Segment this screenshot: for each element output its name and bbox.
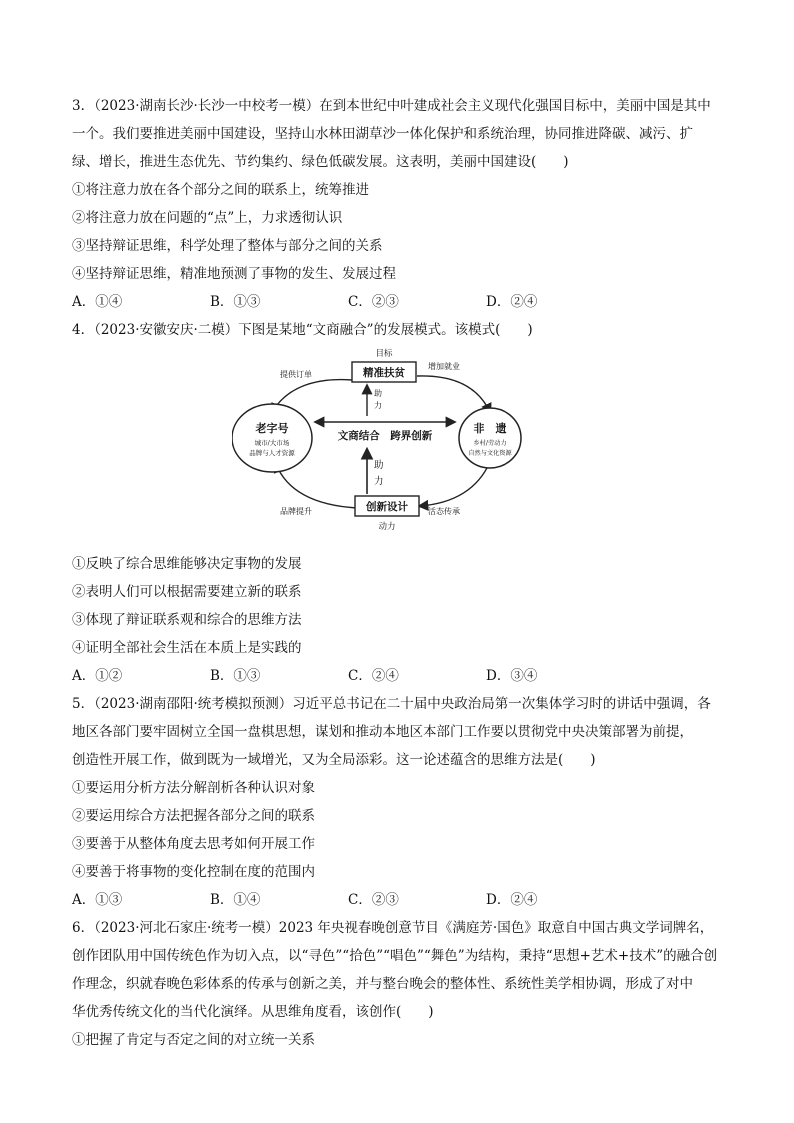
top-box-text: 精准扶贫 bbox=[363, 367, 405, 379]
option-a: A．①③ bbox=[72, 892, 123, 908]
statement-item: ③坚持辩证思维，科学处理了整体与部分之间的关系 bbox=[72, 238, 383, 254]
option-a: A．①② bbox=[72, 668, 123, 684]
right-circle-line: 自然与文化资源 bbox=[468, 450, 512, 457]
question-stem-line: 华优秀传统文化的当代化演绎。从思维角度看，该创作( ) bbox=[72, 1004, 434, 1020]
bottom-arrow-label: 助 bbox=[374, 460, 384, 471]
left-circle bbox=[232, 404, 312, 472]
right-circle-line: 乡村/劳动力 bbox=[473, 440, 507, 447]
question-4 bbox=[72, 316, 732, 690]
statement-item: ②将注意力放在问题的“点”上，力求透彻认识 bbox=[72, 210, 343, 226]
option-d: D．③④ bbox=[486, 668, 538, 684]
question-stem-line: 作理念，织就春晚色彩体系的传承与创新之美，并与整台晚会的整体性、系统性美学相协调，形成了对中 bbox=[72, 976, 693, 992]
question-stem-line: 一个。我们要推进美丽中国建设，坚持山水林田湖草沙一体化保护和系统治理，协同推进降碳、减污、扩 bbox=[72, 126, 693, 142]
option-b: B．①③ bbox=[210, 668, 261, 684]
question-3 bbox=[72, 92, 732, 316]
option-c: C．②③ bbox=[348, 892, 399, 908]
option-b: B．①③ bbox=[210, 294, 261, 310]
option-d: D．②④ bbox=[486, 892, 538, 908]
top-arrow-label: 力 bbox=[374, 401, 382, 410]
question-stem-line: 5．（2023·湖南邵阳·统考模拟预测）习近平总书记在二十届中央政治局第一次集体学习时的讲话中强调，各 bbox=[72, 696, 711, 712]
statement-item: ①要运用分析方法分解剖析各种认识对象 bbox=[72, 780, 315, 796]
statement-item: ④证明全部社会生活在本质上是实践的 bbox=[72, 640, 302, 656]
question-6 bbox=[72, 914, 732, 1054]
question-stem-line: 3．（2023·湖南长沙·长沙一中校考一模）在到本世纪中叶建成社会主义现代化强国目标中，美丽中国是其中 bbox=[72, 98, 711, 114]
statement-item: ④要善于将事物的变化控制在度的范围内 bbox=[72, 864, 315, 880]
arc-label-top-left: 提供订单 bbox=[280, 370, 312, 379]
loop-arc-top-right bbox=[417, 376, 490, 412]
option-d: D．②④ bbox=[486, 294, 538, 310]
top-arrow-label: 助 bbox=[374, 389, 382, 398]
question-stem-line: 4．（2023·安徽安庆·二模）下图是某地“文商融合”的发展模式。该模式( ) bbox=[72, 322, 533, 338]
motive-label: 动力 bbox=[378, 522, 396, 532]
left-circle-line: 城市/大市场 bbox=[254, 439, 290, 447]
question-stem-line: 6．（2023·河北石家庄·统考一模）2023 年央视春晚创意节目《满庭芳·国色》取意自中国古典文学词牌名， bbox=[72, 920, 714, 936]
arc-label-bottom-right: 活态传承 bbox=[428, 507, 460, 516]
option-c: C．②④ bbox=[348, 668, 399, 684]
center-text: 文商结合 跨界创新 bbox=[337, 430, 433, 442]
statement-item: ①把握了肯定与否定之间的对立统一关系 bbox=[72, 1032, 315, 1048]
loop-arc-bottom-right bbox=[420, 462, 490, 506]
statement-item: ②表明人们可以根据需要建立新的联系 bbox=[72, 584, 302, 600]
worksheet-page bbox=[72, 92, 732, 1054]
arc-label-top-right: 增加就业 bbox=[428, 362, 460, 371]
right-circle bbox=[459, 408, 521, 468]
answer-options bbox=[72, 288, 732, 316]
statement-item: ③要善于从整体角度去思考如何开展工作 bbox=[72, 836, 315, 852]
left-circle-line: 品牌与人才资源 bbox=[249, 449, 295, 457]
bottom-arrow-label: 力 bbox=[374, 476, 384, 487]
statement-item: ③体现了辩证联系观和综合的思维方法 bbox=[72, 612, 302, 628]
diagram-svg bbox=[232, 346, 522, 546]
left-circle-title: 老字号 bbox=[255, 422, 289, 435]
statement-item: ①将注意力放在各个部分之间的联系上，统筹推进 bbox=[72, 182, 369, 198]
question-stem-line: 创作团队用中国传统色作为切入点，以“寻色”“拾色”“唱色”“舞色”为结构，秉持“思想+艺术+技术”的融合创 bbox=[72, 948, 718, 964]
option-b: B．①④ bbox=[210, 892, 261, 908]
statement-item: ④坚持辩证思维，精准地预测了事物的发生、发展过程 bbox=[72, 266, 396, 282]
bottom-box-text: 创新设计 bbox=[366, 501, 408, 513]
goal-label: 目标 bbox=[375, 349, 393, 359]
answer-options bbox=[72, 886, 732, 914]
development-model-diagram bbox=[72, 346, 732, 546]
question-stem-line: 创造性开展工作，做到既为一域增光，又为全局添彩。这一论述蕴含的思维方法是( ) bbox=[72, 752, 596, 768]
question-stem-line: 绿、增长，推进生态优先、节约集约、绿色低碳发展。这表明，美丽中国建设( ) bbox=[72, 154, 569, 170]
answer-options bbox=[72, 662, 732, 690]
right-circle-title: 非 遗 bbox=[473, 422, 507, 435]
question-5 bbox=[72, 690, 732, 914]
loop-arc-bottom-left bbox=[276, 464, 357, 508]
question-stem-line: 地区各部门要牢固树立全国一盘棋思想，谋划和推动本地区本部门工作要以贯彻党中央决策部署为前提， bbox=[72, 724, 693, 740]
option-a: A．①④ bbox=[72, 294, 123, 310]
option-c: C．②③ bbox=[348, 294, 399, 310]
statement-item: ②要运用综合方法把握各部分之间的联系 bbox=[72, 808, 315, 824]
statement-item: ①反映了综合思维能够决定事物的发展 bbox=[72, 556, 302, 572]
arc-label-bottom-left: 品牌提升 bbox=[280, 507, 312, 516]
